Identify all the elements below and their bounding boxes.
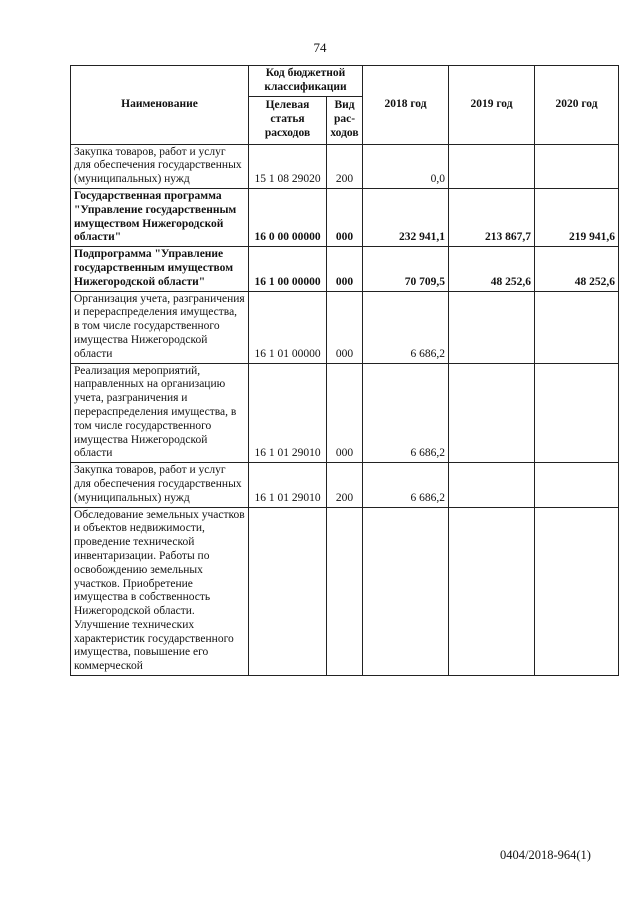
cell-target: 16 1 01 00000	[249, 291, 327, 363]
cell-target: 15 1 08 29020	[249, 144, 327, 188]
cell-y2020: 48 252,6	[535, 247, 619, 291]
cell-kind: 000	[327, 291, 363, 363]
header-target: Целевая статья расходов	[249, 96, 327, 144]
table-row	[71, 291, 619, 363]
cell-target: 16 1 00 00000	[249, 247, 327, 291]
header-kind: Вид рас-ходов	[327, 96, 363, 144]
cell-kind: 000	[327, 247, 363, 291]
header-2019: 2019 год	[449, 66, 535, 145]
cell-name: Закупка товаров, работ и услуг для обеспечения государственных (муниципальных) нужд	[71, 144, 249, 188]
cell-name: Подпрограмма "Управление государственным имуществом Нижегородской области"	[71, 247, 249, 291]
cell-name: Государственная программа "Управление государственным имуществом Нижегородской области"	[71, 188, 249, 246]
cell-kind: 200	[327, 144, 363, 188]
cell-name: Закупка товаров, работ и услуг для обеспечения государственных (муниципальных) нужд	[71, 463, 249, 507]
cell-kind: 200	[327, 463, 363, 507]
table-row	[71, 188, 619, 246]
header-2018: 2018 год	[363, 66, 449, 145]
cell-y2020	[535, 363, 619, 463]
cell-target: 16 1 01 29010	[249, 363, 327, 463]
cell-name: Организация учета, разграничения и перераспределения имущества, в том числе государственного имущества Нижегородской области	[71, 291, 249, 363]
cell-y2020	[535, 291, 619, 363]
cell-y2020: 219 941,6	[535, 188, 619, 246]
cell-kind: 000	[327, 363, 363, 463]
table-row	[71, 463, 619, 507]
cell-y2018: 232 941,1	[363, 188, 449, 246]
cell-kind	[327, 507, 363, 676]
cell-y2018: 0,0	[363, 144, 449, 188]
cell-target: 16 1 01 29010	[249, 463, 327, 507]
cell-y2019	[449, 507, 535, 676]
cell-y2020	[535, 144, 619, 188]
header-code-group: Код бюджетной классификации	[249, 66, 363, 97]
cell-y2019: 213 867,7	[449, 188, 535, 246]
cell-y2018: 70 709,5	[363, 247, 449, 291]
cell-y2018: 6 686,2	[363, 291, 449, 363]
cell-target: 16 0 00 00000	[249, 188, 327, 246]
cell-kind: 000	[327, 188, 363, 246]
header-name: Наименование	[71, 66, 249, 145]
header-2020: 2020 год	[535, 66, 619, 145]
cell-y2019	[449, 363, 535, 463]
document-code: 0404/2018-964(1)	[500, 848, 591, 862]
page-number: 74	[313, 40, 327, 55]
cell-y2019	[449, 291, 535, 363]
table-row	[71, 363, 619, 463]
budget-table	[70, 65, 619, 676]
cell-y2020	[535, 507, 619, 676]
cell-y2018: 6 686,2	[363, 463, 449, 507]
cell-y2019	[449, 144, 535, 188]
cell-y2018	[363, 507, 449, 676]
cell-y2018: 6 686,2	[363, 363, 449, 463]
cell-name: Обследование земельных участков и объектов недвижимости, проведение технической инвентаризации. Работы по освобождению земельных участков. Приобретение имущества в собственность Нижегородской области. Улучшение технических характеристик государственного имущества, повышение его коммерческой	[71, 507, 249, 676]
cell-y2020	[535, 463, 619, 507]
table-row	[71, 507, 619, 676]
cell-target	[249, 507, 327, 676]
cell-y2019	[449, 463, 535, 507]
cell-y2019: 48 252,6	[449, 247, 535, 291]
cell-name: Реализация мероприятий, направленных на организацию учета, разграничения и перераспределения имущества, в том числе государственного имущества Нижегородской области	[71, 363, 249, 463]
table-row	[71, 247, 619, 291]
table-row	[71, 144, 619, 188]
